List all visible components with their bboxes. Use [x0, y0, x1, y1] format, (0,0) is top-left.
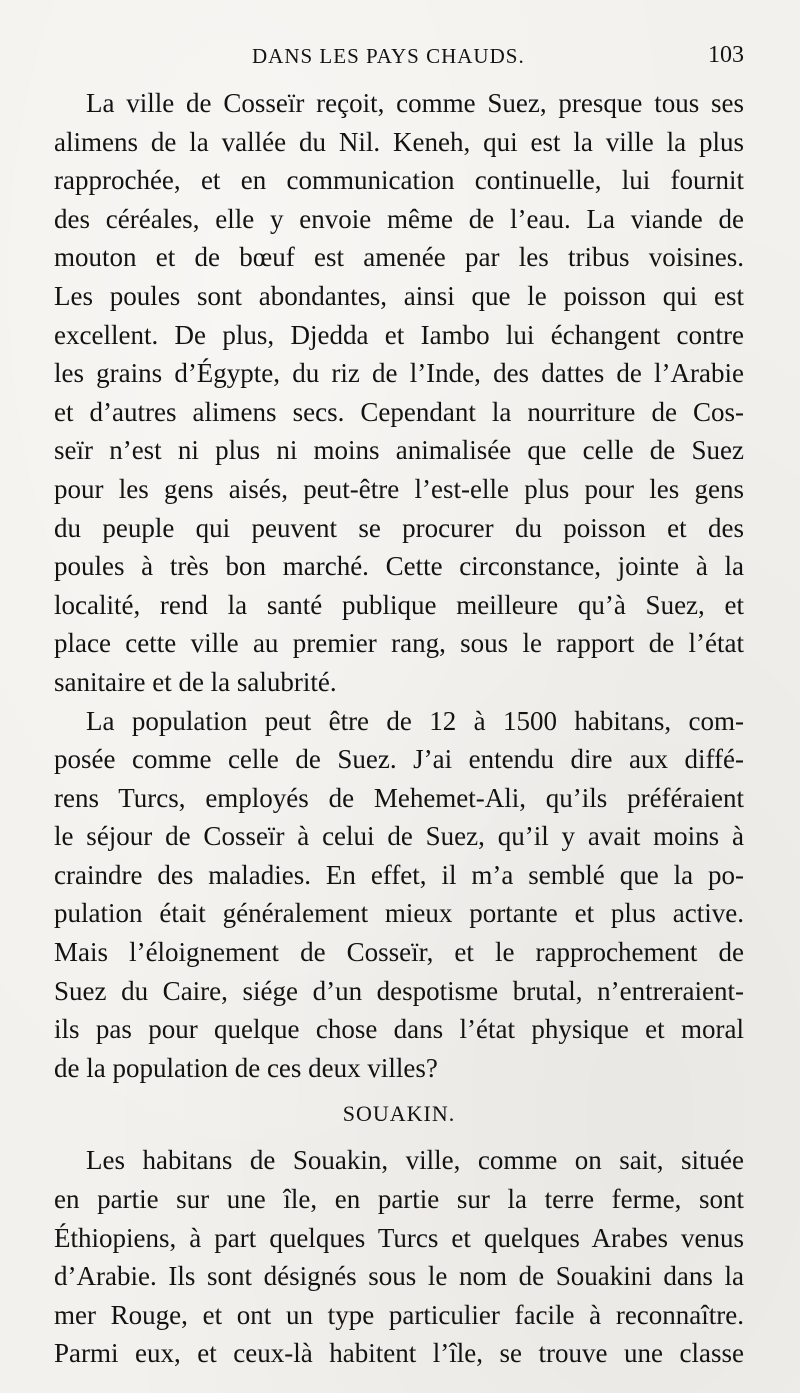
text-line: du peuple qui peuvent se procurer du poisson et des — [54, 512, 744, 543]
text-line: Suez du Caire, siége d’un despotisme brutal, n’entreraient- — [54, 975, 744, 1006]
section-heading-souakin: SOUAKIN. — [342, 1101, 456, 1127]
text-line: mer Rouge, et ont un type particulier facile à reconnaître. — [54, 1299, 744, 1330]
text-line: pour les gens aisés, peut-être l’est-elle plus pour les gens — [54, 473, 744, 504]
text-line: La population peut être de 12 à 1500 habitans, com- — [86, 705, 744, 736]
text-line: des céréales, elle y envoie même de l’eau. La viande de — [54, 203, 744, 234]
text-line: pulation était généralement mieux portante et plus active. — [54, 898, 744, 929]
text-line: mouton et de bœuf est amenée par les tribus voisines. — [54, 242, 744, 273]
text-line: en partie sur une île, en partie sur la terre ferme, sont — [54, 1184, 744, 1215]
text-line: localité, rend la santé publique meilleure qu’à Suez, et — [54, 589, 744, 620]
text-line: rapprochée, et en communication continuelle, lui fournit — [54, 165, 744, 196]
body-text — [54, 84, 744, 1373]
running-title: DANS LES PAYS CHAUDS. — [252, 44, 525, 68]
text-line: rens Turcs, employés de Mehemet-Ali, qu’ils préféraient — [54, 782, 744, 813]
text-line: les grains d’Égypte, du riz de l’Inde, des dattes de l’Arabie — [54, 358, 744, 389]
text-line: Parmi eux, et ceux-là habitent l’île, se trouve une classe — [54, 1338, 744, 1369]
text-line: le séjour de Cosseïr à celui de Suez, qu’il y avait moins à — [54, 821, 744, 852]
text-line: d’Arabie. Ils sont désignés sous le nom de Souakini dans la — [54, 1261, 744, 1292]
text-line: excellent. De plus, Djedda et Iambo lui échangent contre — [54, 319, 744, 350]
text-line: craindre des maladies. En effet, il m’a semblé que la po- — [54, 859, 744, 890]
text-line: et d’autres alimens secs. Cependant la nourriture de Cos- — [54, 396, 744, 427]
text-line: Mais l’éloignement de Cosseïr, et le rapprochement de — [54, 937, 744, 968]
paragraph-cosseir-food — [54, 84, 744, 702]
paragraph-cosseir-population — [54, 702, 744, 1088]
text-line: posée comme celle de Suez. J’ai entendu dire aux diffé- — [54, 744, 744, 775]
text-line: Les habitans de Souakin, ville, comme on sait, située — [86, 1145, 744, 1176]
text-line: Éthiopiens, à part quelques Turcs et quelques Arabes venus — [54, 1222, 744, 1253]
text-line: La ville de Cosseïr reçoit, comme Suez, presque tous ses — [86, 88, 744, 118]
text-line: Les poules sont abondantes, ainsi que le poisson qui est — [54, 280, 744, 311]
paragraph-souakin — [54, 1141, 744, 1373]
text-line: poules à très bon marché. Cette circonstance, jointe à la — [54, 551, 744, 582]
text-line: sanitaire et de la salubrité. — [54, 666, 337, 697]
text-line: place cette ville au premier rang, sous le rapport de l’état — [54, 628, 744, 659]
text-line: de la population de ces deux villes? — [54, 1052, 438, 1083]
page-number: 103 — [708, 42, 744, 68]
page-header — [52, 40, 746, 76]
text-line: ils pas pour quelque chose dans l’état physique et moral — [54, 1014, 744, 1045]
text-line: seïr n’est ni plus ni moins animalisée que celle de Suez — [54, 435, 744, 466]
text-line: alimens de la vallée du Nil. Keneh, qui est la ville la plus — [54, 126, 744, 157]
